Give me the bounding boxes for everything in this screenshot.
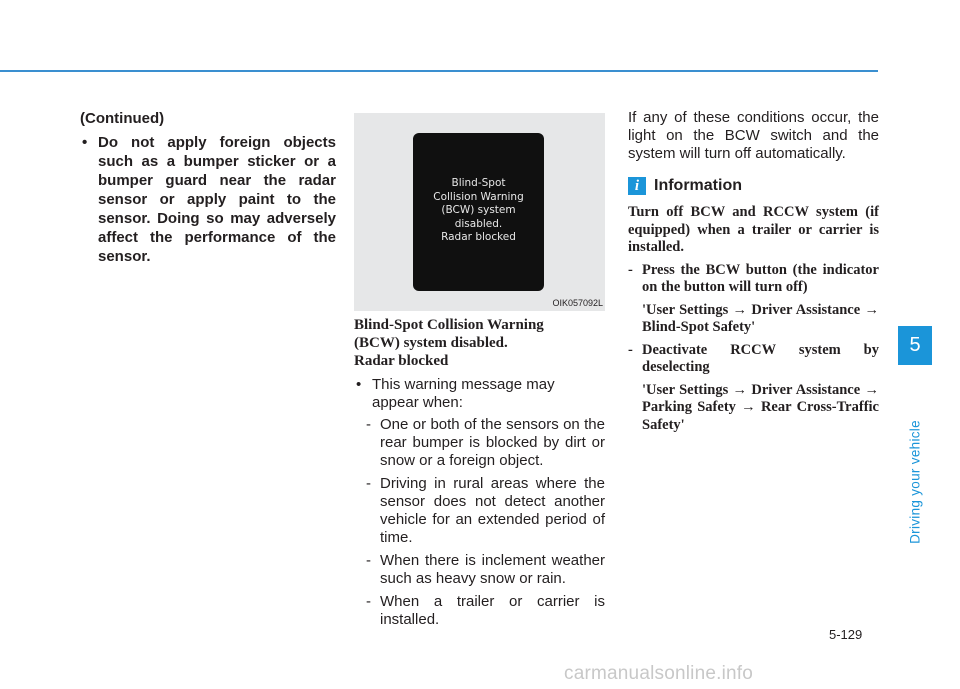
- cluster-figure: [354, 113, 605, 311]
- condition-text: One or both of the sensors on the rear bumper is blocked by dirt or snow or a foreign object.: [380, 416, 605, 469]
- chapter-label: Driving your vehicle: [907, 420, 923, 544]
- display-line: Blind-Spot: [451, 177, 506, 189]
- watermark: carmanualsonline.info: [564, 663, 754, 684]
- heading-line: Radar blocked: [354, 353, 449, 369]
- info-icon: i: [628, 177, 646, 195]
- header-rule: [0, 70, 878, 72]
- info-step: [628, 262, 879, 297]
- chapter-tab: 5: [898, 326, 932, 365]
- condition-text: When a trailer or carrier is installed.: [380, 593, 605, 628]
- information-title: Information: [654, 177, 742, 194]
- bullet-text: This warning message may appear when:: [372, 376, 555, 411]
- condition-item: [354, 593, 605, 629]
- condition-item: [354, 552, 605, 588]
- display-message: [413, 177, 544, 245]
- information-intro: Turn off BCW and RCCW system (if equipped) when a trailer or carrier is installed.: [628, 204, 879, 255]
- dash-mark: -: [628, 341, 633, 358]
- conditions-paragraph: If any of these conditions occur, the light on the BCW switch and the system will turn off automatically.: [628, 109, 879, 162]
- section-heading: [354, 316, 605, 370]
- bullet-mark: •: [356, 376, 362, 393]
- step-text: Deactivate RCCW system by deselecting: [642, 341, 879, 375]
- display-line: (BCW) system: [441, 204, 516, 216]
- middle-column: [354, 316, 605, 634]
- dash-mark: -: [366, 475, 371, 492]
- caution-text: Do not apply foreign objects such as a bumper sticker or a bumper guard near the radar sensor or apply paint to the sensor. Doing so may adversely affect the performance of the sensor.: [98, 134, 336, 265]
- dash-mark: -: [366, 552, 371, 569]
- dash-mark: -: [366, 416, 371, 433]
- info-step: [628, 342, 879, 377]
- figure-code: OIK057092L: [552, 298, 603, 308]
- dash-mark: -: [366, 593, 371, 610]
- cluster-display: [413, 133, 544, 291]
- page-number: 5-129: [829, 627, 863, 642]
- continued-label: (Continued): [80, 110, 165, 127]
- information-body: [628, 204, 879, 434]
- right-column: [628, 109, 879, 439]
- condition-text: When there is inclement weather such as heavy snow or rain.: [380, 552, 605, 587]
- left-column: [80, 109, 336, 266]
- condition-item: [354, 416, 605, 470]
- heading-line: (BCW) system disabled.: [354, 335, 508, 351]
- heading-line: Blind-Spot Collision Warning: [354, 317, 544, 333]
- condition-item: [354, 475, 605, 547]
- display-line: Radar blocked: [441, 231, 516, 243]
- condition-text: Driving in rural areas where the sensor does not detect another vehicle for an extended period of time.: [380, 475, 605, 546]
- bullet-mark: •: [82, 134, 88, 151]
- caution-bullet: [80, 133, 336, 266]
- display-line: Collision Warning: [433, 190, 524, 203]
- dash-mark: -: [628, 261, 633, 278]
- list-item: [354, 376, 605, 412]
- settings-path: 'User Settings → Driver Assistance → Parking Safety → Rear Cross-Traffic Safety': [642, 381, 879, 433]
- information-header: [628, 177, 879, 195]
- step-text: Press the BCW button (the indicator on the button will turn off): [642, 261, 879, 295]
- display-line: disabled.: [454, 217, 503, 230]
- settings-path: 'User Settings → Driver Assistance → Blind-Spot Safety': [642, 301, 879, 335]
